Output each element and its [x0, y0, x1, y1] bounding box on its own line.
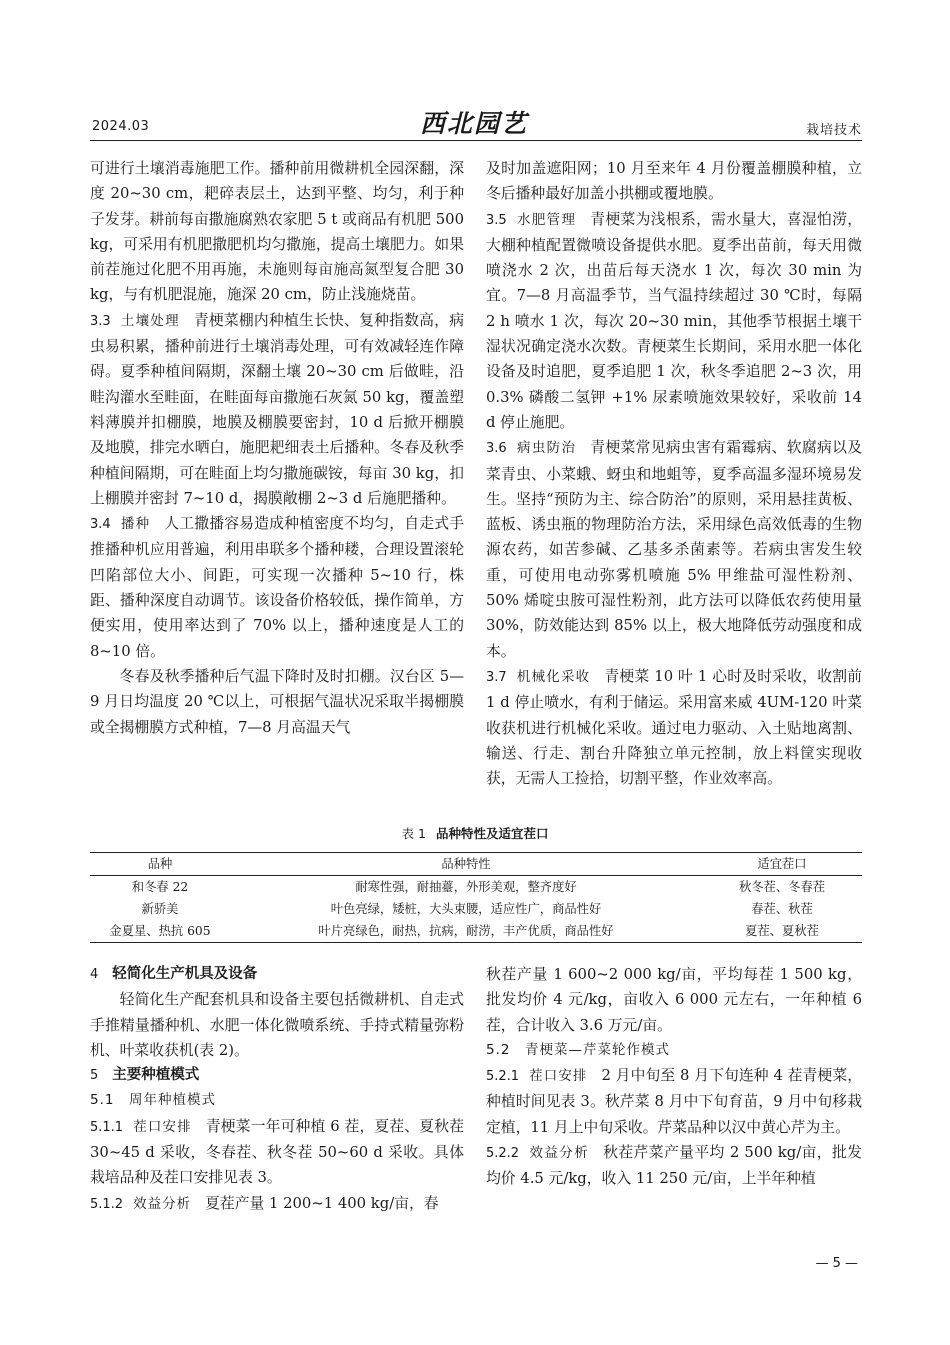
- section-name: 栽培技术: [805, 123, 862, 138]
- table-cell: 叶片亮绿色，耐热，抗病，耐涝，丰产优质，商品性好: [230, 920, 702, 943]
- section-3-4: 3.4 播种 人工撒播容易造成种植密度不均匀，自走式手推播种机应用普遍，利用串联多个播种耧，合理设置滚轮凹陷部位大小、间距，可实现一次播种 5~10 行，株距、播种深度自动调节。该设备价格较低，操作简单，方便实用，使用率达到了 70% 以上，播种速度是人工的 8~10 倍。: [90, 515, 465, 660]
- section-5-1-1: 5.1.1 茬口安排 青梗菜一年可种植 6 茬，夏茬、夏秋茬 30~45 d 采收，冬春茬、秋冬茬 50~60 d 采收。具体栽培品种及茬口安排见表 3。: [90, 1117, 465, 1187]
- paragraph: 秋茬产量 1 600~2 000 kg/亩，平均每茬 1 500 kg，批发均价 4 元/kg，亩收入 6 000 元左右，一年种植 6 茬，合计收入 3.6 万元/亩。: [486, 966, 862, 1034]
- issue-date: 2024.03: [92, 119, 150, 134]
- header-divider: [90, 140, 862, 141]
- section-3-5: 3.5 水肥管理 青梗菜为浅根系，需水量大，喜湿怕涝，大棚种植配置微喷设备提供水肥。夏季出苗前，每天用微喷浇水 2 次，出苗后每天浇水 1 次，每次 30 min 为宜。7—8 月高温季节，当气温持续超过 30 ℃时，每隔 2 h 喷水 1 次，每次 20~30 min，其他季节根据土壤干湿状况确定浇水次数。青梗菜生长期间，采用水肥一体化设备及时追肥，夏季追肥 1 次，秋冬季追肥 2~3 次，用 0.3% 磷酸二氢钾 +1% 尿素喷施效果较好，采收前 14 d 停止施肥。: [486, 210, 862, 431]
- paragraph: 及时加盖遮阳网；10 月至来年 4 月份覆盖棚膜种植，立冬后播种最好加盖小拱棚或覆地膜。: [486, 160, 862, 203]
- column-bottom-left: [90, 962, 464, 1217]
- section-4-heading: 4 轻简化生产机具及设备: [90, 966, 258, 982]
- table-cell: 和冬春 22: [131, 880, 189, 894]
- table-cell: 夏茬、夏秋茬: [702, 920, 862, 943]
- column-header: 适宜茬口: [702, 853, 862, 876]
- paragraph: 可进行土壤消毒施肥工作。播种前用微耕机全园深翻，深度 20~30 cm，耙碎表层土，达到平整、均匀，利于种子发芽。耕前每亩撒施腐熟农家肥 5 t 或商品有机肥 500 kg，可采用有机肥撒肥机均匀撒施，提高土壤肥力。如果前茬施过化肥不用再施，未施则每亩施高氮型复合肥 30 kg，与有机肥混施，施深 20 cm，防止浅施烧苗。: [90, 160, 464, 304]
- paragraph: 轻简化生产配套机具和设备主要包括微耕机、自走式手推精量播种机、水肥一体化微喷系统、手持式精量弥粉机、叶菜收获机(表 2)。: [90, 991, 464, 1059]
- section-3-7: 3.7 机械化采收 青梗菜 10 叶 1 心时及时采收，收割前 1 d 停止喷水，有利于储运。采用富来威 4UM-120 叶菜收获机进行机械化采收。通过电力驱动、入土贴地离割、输送、行走、割台升降独立单元控制，放上料筐实现收获，无需人工捡拾，切割平整，作业效率高。: [486, 667, 863, 788]
- section-5-heading: 5 主要种植模式: [90, 1067, 200, 1084]
- table-cell: 叶色亮绿，矮桩，大头束腰，适应性广，商品性好: [330, 902, 602, 916]
- table-cell: 金夏星、热抗 605: [90, 920, 230, 943]
- journal-logo: 西北园艺: [420, 109, 529, 138]
- section-5-1-2: 5.1.2 效益分析 夏茬产量 1 200~1 400 kg/亩，春: [90, 1194, 439, 1212]
- table-cell: 春茬、秋茬: [751, 902, 813, 916]
- table-cell: 新骄美: [141, 902, 179, 916]
- table-row: [90, 920, 862, 943]
- column-top-left: [90, 156, 464, 740]
- section-5-1-heading: 5.1 周年种植模式: [90, 1092, 216, 1109]
- section-5-2-2: 5.2.2 效益分析 秋茬芹菜产量平均 2 500 kg/亩，批发均价 4.5 元/kg，收入 11 250 元/亩，上半年种植: [486, 1144, 862, 1188]
- section-5-2-heading: 5.2 青梗菜—芹菜轮作模式: [486, 1041, 670, 1058]
- table-cell: 秋冬茬、冬春茬: [738, 880, 826, 894]
- table-row: [90, 898, 862, 920]
- table-header-row: [90, 853, 862, 876]
- variety-table: [90, 852, 862, 943]
- table-caption: 表 1 品种特性及适宜茬口: [401, 826, 549, 841]
- column-header: 品种特性: [230, 853, 702, 876]
- section-3-3: 3.3 土壤处理 青梗菜棚内种植生长快、复种指数高，病虫易积累，播种前进行土壤消毒处理，可有效减轻连作障碍。夏季种植间隔期，深翻土壤 20~30 cm 后做畦，沿畦沟灌水至畦面，在畦面每亩撒施石灰氮 50 kg，覆盖塑料薄膜并扣棚膜，地膜及棚膜要密封，10 d 后掀开棚膜及地膜，排完水晒白，施肥耙细表土后播种。冬春及秋季种植间隔期，可在畦面上均匀撒施碳铵，每亩 30 kg，扣上棚膜并密封 7~10 d，揭膜敞棚 2~3 d 后施肥播种。: [90, 311, 465, 507]
- column-bottom-right: [486, 962, 862, 1192]
- section-5-2-1: 5.2.1 茬口安排 2 月中旬至 8 月下旬连种 4 茬青梗菜，种植时间见表 3。秋芹菜 8 月中下旬育苗，9 月中旬移栽定植，11 月上中旬采收。芹菜品种以汉中黄心芹为主。: [486, 1067, 862, 1136]
- column-top-right: [486, 156, 862, 791]
- column-header: 品种: [90, 853, 230, 876]
- table-cell: 耐寒性强，耐抽薹，外形美观，整齐度好: [355, 880, 577, 894]
- page-number: — 5 —: [815, 1256, 858, 1271]
- table-row: [90, 876, 862, 899]
- section-3-6: 3.6 病虫防治 青梗菜常见病虫害有霜霉病、软腐病以及菜青虫、小菜蛾、蚜虫和地蛆等，夏季高温多湿环境易发生。坚持“预防为主、综合防治”的原则，采用悬挂黄板、蓝板、诱虫瓶的物理防治方法，采用绿色高效低毒的生物源农药，如苦参碱、乙基多杀菌素等。若病虫害发生较重，可使用电动弥雾机喷施 5% 甲维盐可湿性粉剂、50% 烯啶虫胺可湿性粉剂，此方法可以降低农药使用量 30%，防效能达到 85% 以上，极大地降低劳动强度和成本。: [486, 439, 862, 660]
- paragraph: 冬春及秋季播种后气温下降时及时扣棚。汉台区 5—9 月日均温度 20 ℃以上，可根据气温状况采取半揭棚膜或全揭棚膜方式种植，7—8 月高温天气: [90, 667, 464, 736]
